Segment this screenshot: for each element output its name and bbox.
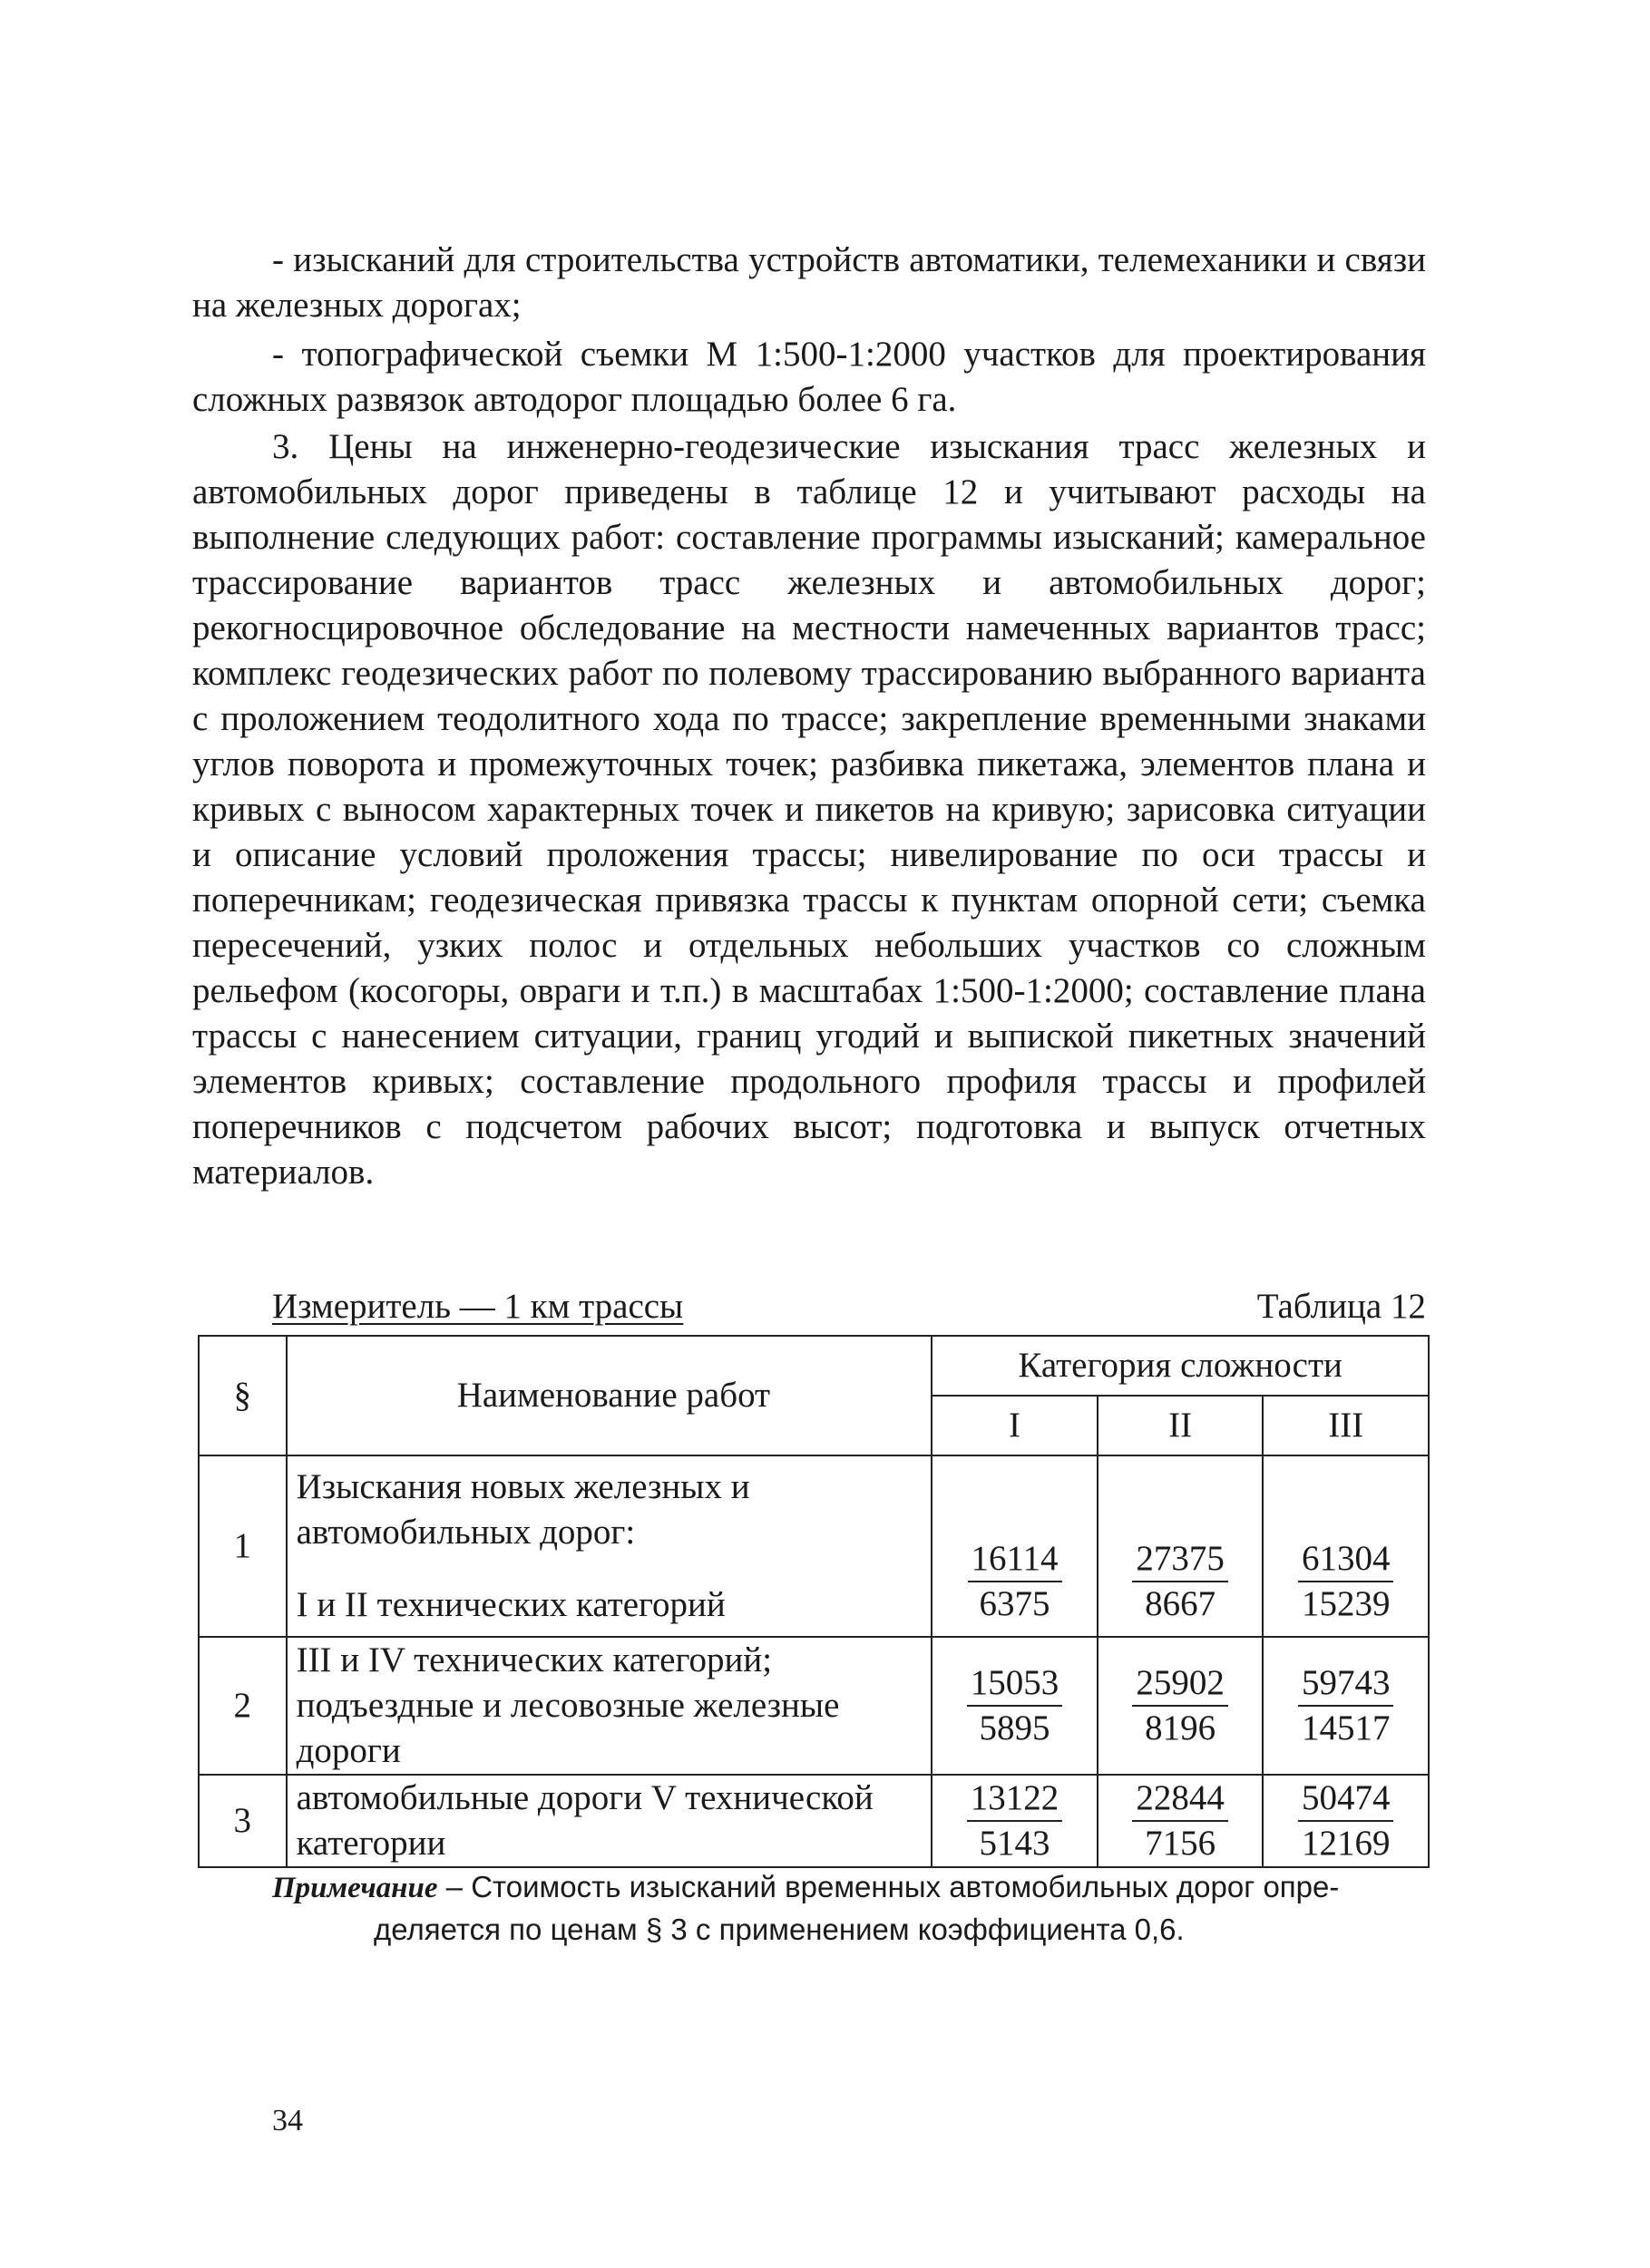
bullet-item [192, 332, 1426, 423]
row-name: III и IV технических категорий; подъездные и лесовозные железные дороги [287, 1637, 932, 1775]
note-label: Примечание [272, 1872, 438, 1904]
price-top: 50474 [1298, 1776, 1394, 1822]
row-number: 1 [199, 1455, 287, 1637]
price-bottom: 5895 [979, 1708, 1050, 1747]
header-group: Категория сложности [932, 1336, 1429, 1396]
value-cell [1263, 1775, 1429, 1867]
value-cell [1263, 1637, 1429, 1775]
row-name-intro: Изыскания новых железных и автомобильных дорог: [296, 1467, 750, 1552]
header-category-3: III [1263, 1396, 1429, 1455]
price-bottom: 5143 [979, 1823, 1050, 1863]
row-number: 3 [199, 1775, 287, 1867]
paragraph [192, 424, 1426, 1195]
table-number: Таблица 12 [1256, 1287, 1426, 1326]
price-fraction [1298, 1537, 1394, 1626]
header-section: § [199, 1336, 287, 1455]
price-bottom: 8196 [1145, 1708, 1216, 1747]
price-top: 61304 [1298, 1537, 1394, 1582]
row-spacer [297, 1555, 932, 1582]
header-category-2: II [1098, 1396, 1264, 1455]
value-cell [932, 1775, 1098, 1867]
value-cell [932, 1637, 1098, 1775]
row-name: I и II технических категорий [296, 1585, 726, 1624]
price-table [198, 1335, 1430, 1868]
price-bottom: 7156 [1145, 1823, 1216, 1863]
row-name-cell [287, 1455, 932, 1637]
table-measure: Измеритель — 1 км трассы [272, 1287, 684, 1326]
price-fraction [1132, 1661, 1228, 1750]
value-cell [1098, 1637, 1264, 1775]
price-bottom: 14517 [1301, 1708, 1391, 1747]
paragraph-text: 3. Цены на инженерно-геодезические изыскания трасс железных и автомобильных дорог приведены в таблице 12 и учитывают расходы на выполнение следующих работ: составление программы изысканий; камеральное трассирование вариантов трасс железных и автомобильных дорог; рекогносцировочное обследование на местности намеченных вариантов трасс; комплекс геодезических работ по полевому трассированию выбранного варианта с проложением теодолитного хода по трассе; закрепление временными знаками углов поворота и промежуточных точек; разбивка пикетажа, элементов плана и кривых с выносом характерных точек и пикетов на кривую; зарисовка ситуации и описание условий проложения трассы; нивелирование по оси трассы и поперечникам; геодезическая привязка трассы к пунктам опорной сети; съемка пересечений, узких полос и отдельных небольших участков со сложным рельефом (косогоры, овраги и т.п.) в масштабах 1:500-1:2000; составление плана трассы с нанесением ситуации, границ угодий и выпиской пикетных значений элементов кривых; составление продольного профиля трассы и профилей поперечников с подсчетом рабочих высот; подготовка и выпуск отчетных материалов. [192, 427, 1426, 1192]
price-top: 59743 [1298, 1661, 1394, 1707]
price-top: 15053 [967, 1661, 1063, 1707]
table-row [199, 1775, 1429, 1867]
value-cell [1098, 1775, 1264, 1867]
header-name: Наименование работ [287, 1336, 932, 1455]
price-fraction [967, 1661, 1063, 1750]
row-name: автомобильные дороги V технической категории [287, 1775, 932, 1867]
value-cell [1098, 1455, 1264, 1637]
value-cell [1263, 1455, 1429, 1637]
price-top: 22844 [1132, 1776, 1228, 1822]
price-bottom: 15239 [1301, 1584, 1391, 1623]
bullet-text: - топографической съемки М 1:500-1:2000 участков для проектирования сложных развязок автодорог площадью более 6 га. [192, 335, 1426, 419]
table-note [272, 1866, 1426, 1951]
price-fraction [968, 1537, 1062, 1626]
page-number: 34 [272, 2104, 303, 2137]
price-bottom: 12169 [1301, 1823, 1391, 1863]
value-cell [932, 1455, 1098, 1637]
header-category-1: I [932, 1396, 1098, 1455]
note-line-1: Стоимость изысканий временных автомобильных дорог опре- [471, 1870, 1340, 1903]
price-top: 27375 [1132, 1537, 1228, 1582]
price-top: 25902 [1132, 1661, 1228, 1707]
price-fraction [1132, 1776, 1228, 1865]
price-top: 16114 [968, 1537, 1062, 1582]
price-fraction [1298, 1661, 1394, 1750]
row-number: 2 [199, 1637, 287, 1775]
price-fraction [1298, 1776, 1394, 1865]
table-row [199, 1637, 1429, 1775]
bullet-text: - изысканий для строительства устройств автоматики, телемеханики и связи на железных дорогах; [192, 240, 1426, 325]
price-fraction [1132, 1537, 1228, 1626]
price-fraction [967, 1776, 1063, 1865]
bullet-item [192, 238, 1426, 328]
note-line-2: деляется по ценам § 3 с применением коэффициента 0,6. [374, 1913, 1185, 1946]
table-caption [272, 1286, 1426, 1329]
price-top: 13122 [967, 1776, 1063, 1822]
table-row [199, 1455, 1429, 1637]
note-dash: – [437, 1870, 472, 1903]
price-bottom: 8667 [1145, 1584, 1216, 1623]
table-header-row [199, 1336, 1429, 1396]
price-bottom: 6375 [979, 1584, 1050, 1623]
